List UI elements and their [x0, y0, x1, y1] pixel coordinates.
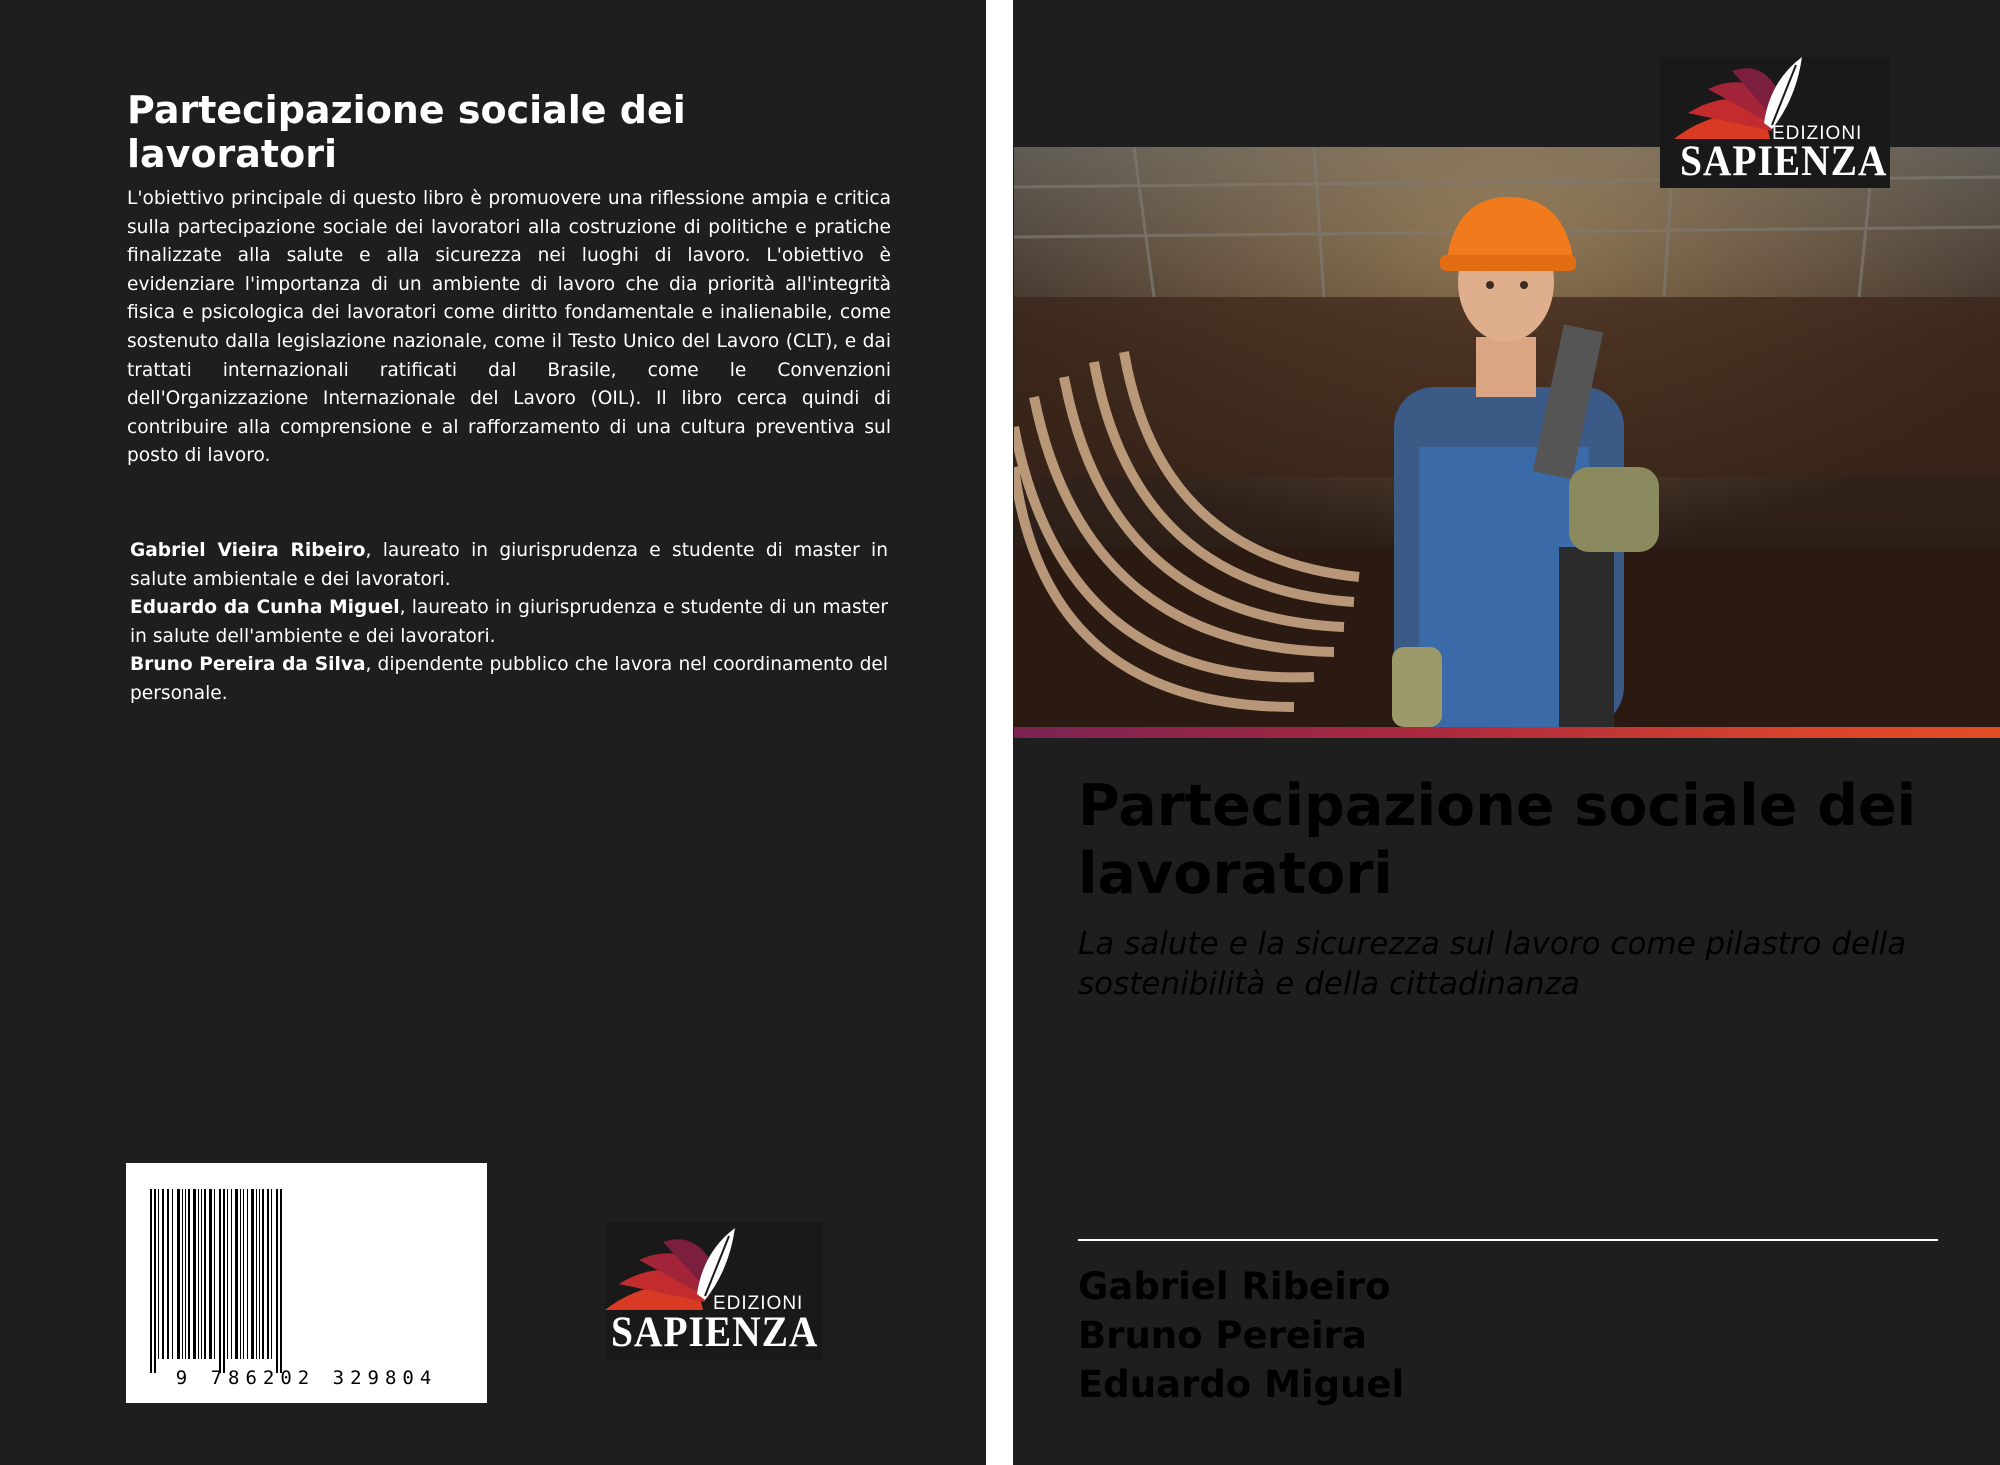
author-bio-name: Gabriel Vieira Ribeiro: [130, 540, 366, 561]
barcode-bar: [201, 1189, 202, 1359]
author-bio-text: , dipendente pubblico che lavora nel coordinamento del personale.: [130, 654, 888, 704]
barcode-bar: [182, 1189, 183, 1359]
publisher-name: SAPIENZA: [1680, 138, 1888, 185]
barcode-bar: [209, 1189, 212, 1359]
barcode-bar: [214, 1189, 215, 1359]
barcode-bar: [267, 1189, 269, 1359]
barcode-bar: [188, 1189, 190, 1359]
front-cover-title: Partecipazione sociale dei lavoratori: [1078, 773, 1917, 907]
barcode-bar: [167, 1189, 169, 1359]
barcode-bar: [271, 1189, 272, 1359]
barcode-bar: [276, 1189, 278, 1373]
barcode-bar: [280, 1189, 282, 1373]
front-cover-subtitle: La salute e la sicurezza sul lavoro come pilastro della sostenibilità e della cittadinanza: [1078, 926, 1907, 1002]
publisher-edizioni: EDIZIONI: [1772, 123, 1863, 144]
author-list: [1078, 1262, 1404, 1409]
back-cover: [0, 0, 986, 1465]
divider: [1078, 1239, 1938, 1241]
author-bio: [130, 594, 888, 651]
barcode-bar: [204, 1189, 206, 1359]
publisher-logo: [605, 1222, 823, 1360]
barcode-bar: [162, 1189, 164, 1359]
author-bio-name: Eduardo da Cunha Miguel: [130, 597, 400, 619]
barcode-bar: [256, 1189, 257, 1359]
barcode-bar: [172, 1189, 173, 1359]
barcode-bar: [243, 1189, 244, 1359]
author-name: Eduardo Miguel: [1078, 1363, 1405, 1406]
author-name: Gabriel Ribeiro: [1078, 1265, 1391, 1308]
factory-worker-photo: [1014, 147, 2000, 727]
publisher-edizioni: EDIZIONI: [713, 1293, 804, 1314]
accent-stripe: [1014, 727, 2000, 738]
author-name: Bruno Pereira: [1078, 1314, 1367, 1357]
barcode-bar: [262, 1189, 264, 1359]
publisher-name: SAPIENZA: [611, 1309, 819, 1356]
barcode-bar: [223, 1189, 225, 1373]
barcode-bar: [227, 1189, 228, 1359]
barcode-bar: [259, 1189, 260, 1359]
barcode-bar: [247, 1189, 248, 1359]
isbn-barcode: [126, 1163, 487, 1403]
barcode-bar: [198, 1189, 199, 1359]
barcode-bar: [231, 1189, 232, 1359]
author-bio-text: , laureato in giurisprudenza e studente di master in salute ambientale e dei lavoratori.: [130, 540, 888, 590]
barcode-bar: [193, 1189, 196, 1359]
isbn-number: 9 786202 329804: [175, 1367, 438, 1389]
barcode-bar: [219, 1189, 221, 1373]
barcode-bar: [240, 1189, 241, 1359]
barcode-bar: [150, 1189, 152, 1373]
barcode-bar: [154, 1189, 156, 1373]
barcode-bar: [251, 1189, 254, 1359]
barcode-bar: [185, 1189, 186, 1359]
author-bio: [130, 537, 888, 594]
barcode-bar: [177, 1189, 180, 1359]
book-description: L'obiettivo principale di questo libro è promuovere una riflessione ampia e critica sulla partecipazione sociale dei lavoratori alla costruzione di politiche e pratiche finalizzate alla salute e alla sicurezza nei luoghi di lavoro. L'obiettivo è evidenziare l'importanza di un ambiente di lavoro che dia priorità all'integrità fisica e psicologica dei lavoratori come diritto fondamentale e inalienabile, come sostenuto dalla legislazione nazionale, come il Testo Unico del Lavoro (CLT), e dai trattati internazionali ratificati dal Brasile, come le Convenzioni dell'Organizzazione Internazionale del Lavoro (OIL). Il libro cerca quindi di contribuire alla comprensione e al rafforzamento di una cultura preventiva sul posto di lavoro.: [127, 188, 891, 467]
author-bio-name: Bruno Pereira da Silva: [130, 654, 366, 676]
back-cover-title: Partecipazione sociale dei lavoratori: [127, 88, 686, 176]
publisher-logo: [1660, 57, 1890, 188]
barcode-bar: [235, 1189, 238, 1359]
author-bio: [130, 651, 888, 708]
author-bio-text: , laureato in giurisprudenza e studente di un master in salute dell'ambiente e dei lavoratori.: [130, 597, 889, 647]
barcode-bar: [158, 1189, 159, 1359]
author-bios: [130, 537, 888, 709]
